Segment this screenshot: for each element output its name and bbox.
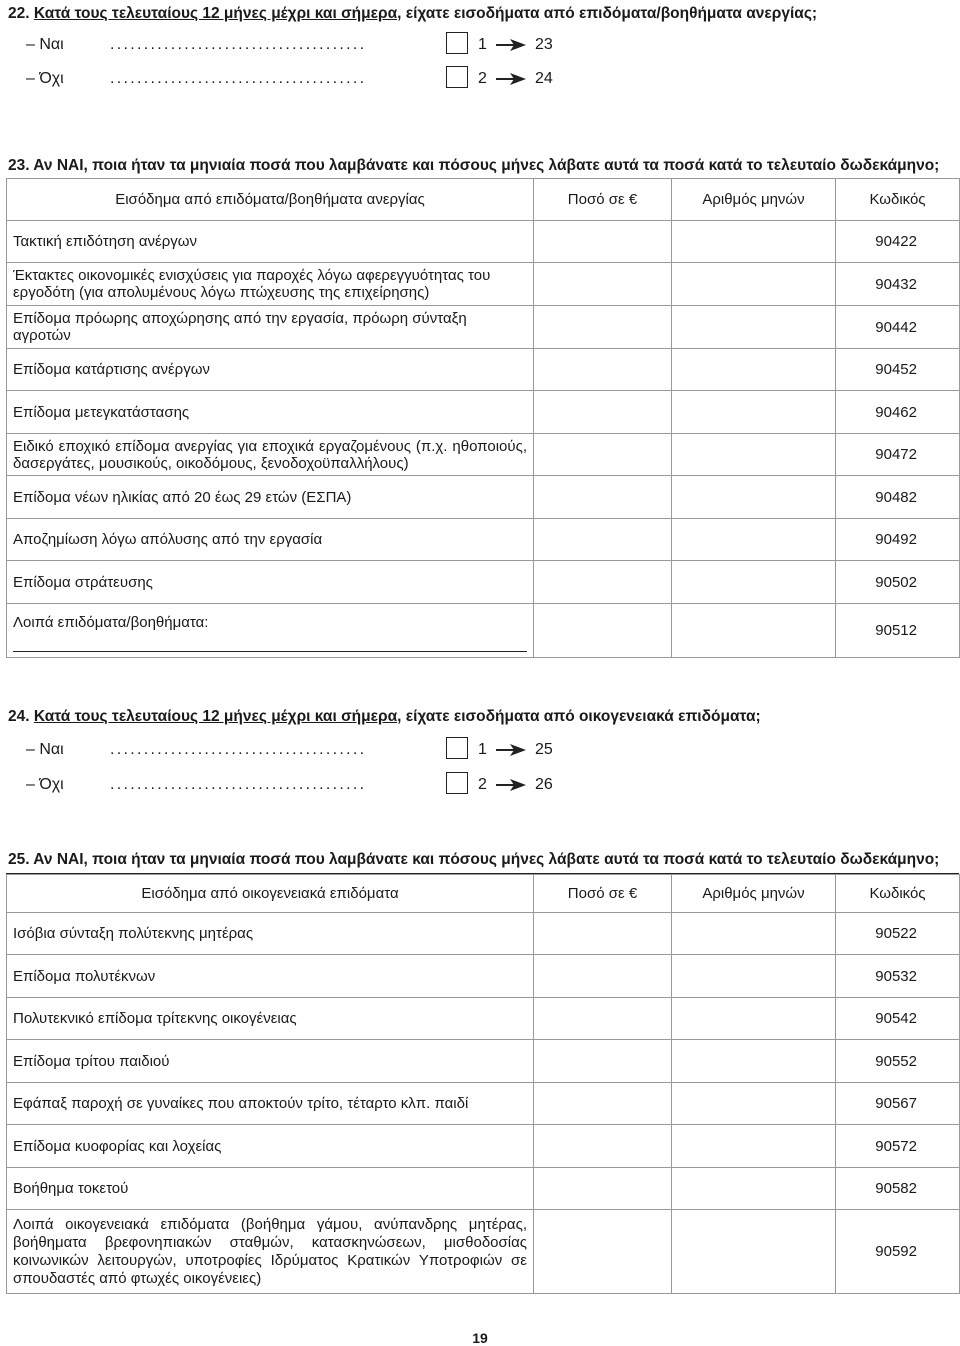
table-row bbox=[7, 263, 960, 306]
table-row bbox=[7, 561, 960, 604]
leader-dots: ...................................... bbox=[110, 741, 367, 758]
row-code: 90452 bbox=[836, 349, 960, 391]
amount-cell[interactable] bbox=[534, 561, 672, 604]
amount-cell[interactable] bbox=[534, 1168, 672, 1210]
row-label: Επίδομα πρόωρης αποχώρησης από την εργασία, πρόωρη σύνταξη αγροτών bbox=[7, 306, 534, 349]
table-row bbox=[7, 221, 960, 263]
table-row bbox=[7, 1040, 960, 1083]
amount-cell[interactable] bbox=[534, 519, 672, 561]
months-cell[interactable] bbox=[672, 476, 836, 519]
row-label: Επίδομα νέων ηλικίας από 20 έως 29 ετών (ΕΣΠΑ) bbox=[7, 476, 534, 519]
row-code: 90512 bbox=[836, 604, 960, 658]
months-cell[interactable] bbox=[672, 955, 836, 998]
leader-dots: ...................................... bbox=[110, 776, 367, 793]
arrow-right-icon bbox=[496, 73, 526, 85]
row-code: 90592 bbox=[836, 1210, 960, 1294]
row-code: 90432 bbox=[836, 263, 960, 306]
q22-title: 22. Κατά τους τελευταίους 12 μήνες μέχρι και σήμερα, είχατε εισοδήματα από επιδόματα/βοηθήματα ανεργίας; bbox=[8, 5, 818, 22]
row-label: Επίδομα μετεγκατάστασης bbox=[7, 391, 534, 434]
row-code: 90542 bbox=[836, 998, 960, 1040]
arrow-right-icon bbox=[496, 744, 526, 756]
option-code: 1 bbox=[478, 741, 487, 758]
arrow-right-icon bbox=[496, 39, 526, 51]
page-number: 19 bbox=[472, 1330, 488, 1346]
months-cell[interactable] bbox=[672, 306, 836, 349]
months-cell[interactable] bbox=[672, 604, 836, 658]
months-cell[interactable] bbox=[672, 1210, 836, 1294]
row-code: 90552 bbox=[836, 1040, 960, 1083]
amount-cell[interactable] bbox=[534, 391, 672, 434]
leader-dots: ...................................... bbox=[110, 36, 367, 53]
column-header: Εισόδημα από επιδόματα/βοηθήματα ανεργίας bbox=[7, 179, 534, 221]
table-row bbox=[7, 1168, 960, 1210]
amount-cell[interactable] bbox=[534, 1083, 672, 1125]
amount-cell[interactable] bbox=[534, 434, 672, 476]
q23-title: 23. Αν ΝΑΙ, ποια ήταν τα μηνιαία ποσά που λαμβάνατε και πόσους μήνες λάβατε αυτά τα ποσά κατά το τελευταίο δωδεκάμηνο; bbox=[8, 157, 940, 174]
q22-option-yes bbox=[26, 36, 586, 58]
months-cell[interactable] bbox=[672, 221, 836, 263]
amount-cell[interactable] bbox=[534, 913, 672, 955]
column-header: Κωδικός bbox=[836, 875, 960, 913]
checkbox[interactable] bbox=[446, 66, 468, 88]
row-code: 90462 bbox=[836, 391, 960, 434]
row-label: Έκτακτες οικονομικές ενισχύσεις για παροχές λόγω αφερεγγυότητας του εργοδότη (για απολυμένους λόγω πτώχευσης της επιχείρησης) bbox=[7, 263, 534, 306]
option-label: – Όχι bbox=[26, 70, 64, 87]
column-header: Κωδικός bbox=[836, 179, 960, 221]
amount-cell[interactable] bbox=[534, 1125, 672, 1168]
row-label: Εφάπαξ παροχή σε γυναίκες που αποκτούν τρίτο, τέταρτο κλπ. παιδί bbox=[7, 1083, 534, 1125]
table-row bbox=[7, 306, 960, 349]
option-code: 1 bbox=[478, 36, 487, 53]
row-label: Επίδομα κατάρτισης ανέργων bbox=[7, 349, 534, 391]
row-code: 90472 bbox=[836, 434, 960, 476]
leader-dots: ...................................... bbox=[110, 70, 367, 87]
table-row bbox=[7, 391, 960, 434]
q23-table bbox=[6, 178, 960, 658]
months-cell[interactable] bbox=[672, 263, 836, 306]
amount-cell[interactable] bbox=[534, 306, 672, 349]
table-row bbox=[7, 434, 960, 476]
row-code: 90442 bbox=[836, 306, 960, 349]
row-label: Ειδικό εποχικό επίδομα ανεργίας για εποχικά εργαζομένους (π.χ. ηθοποιούς, δασεργάτες, μουσικούς, οικοδόμους, ξενοδοχοϋπαλλήλους) bbox=[7, 434, 534, 476]
amount-cell[interactable] bbox=[534, 955, 672, 998]
months-cell[interactable] bbox=[672, 349, 836, 391]
option-label: – Ναι bbox=[26, 36, 64, 53]
months-cell[interactable] bbox=[672, 434, 836, 476]
amount-cell[interactable] bbox=[534, 221, 672, 263]
table-row bbox=[7, 604, 960, 658]
row-code: 90482 bbox=[836, 476, 960, 519]
row-label: Αποζημίωση λόγω απόλυσης από την εργασία bbox=[7, 519, 534, 561]
amount-cell[interactable] bbox=[534, 1210, 672, 1294]
months-cell[interactable] bbox=[672, 913, 836, 955]
months-cell[interactable] bbox=[672, 561, 836, 604]
goto-question: 25 bbox=[535, 741, 553, 758]
months-cell[interactable] bbox=[672, 519, 836, 561]
row-code: 90422 bbox=[836, 221, 960, 263]
row-label: Λοιπά επιδόματα/βοηθήματα: bbox=[13, 614, 209, 631]
amount-cell[interactable] bbox=[534, 349, 672, 391]
amount-cell[interactable] bbox=[534, 604, 672, 658]
table-row bbox=[7, 1083, 960, 1125]
goto-question: 26 bbox=[535, 776, 553, 793]
row-label: Τακτική επιδότηση ανέργων bbox=[7, 221, 534, 263]
amount-cell[interactable] bbox=[534, 1040, 672, 1083]
column-header: Αριθμός μηνών bbox=[672, 875, 836, 913]
goto-question: 24 bbox=[535, 70, 553, 87]
row-label: Ισόβια σύνταξη πολύτεκνης μητέρας bbox=[7, 913, 534, 955]
option-label: – Ναι bbox=[26, 741, 64, 758]
table-row bbox=[7, 349, 960, 391]
months-cell[interactable] bbox=[672, 998, 836, 1040]
table-row bbox=[7, 476, 960, 519]
other-specify-field[interactable] bbox=[13, 635, 527, 652]
row-code: 90572 bbox=[836, 1125, 960, 1168]
months-cell[interactable] bbox=[672, 1083, 836, 1125]
q22-option-no bbox=[26, 70, 586, 92]
row-code: 90492 bbox=[836, 519, 960, 561]
table-header-row bbox=[7, 875, 960, 913]
arrow-right-icon bbox=[496, 779, 526, 791]
table-row bbox=[7, 519, 960, 561]
row-code: 90582 bbox=[836, 1168, 960, 1210]
q25-title: 25. Αν ΝΑΙ, ποια ήταν τα μηνιαία ποσά που λαμβάνατε και πόσους μήνες λάβατε αυτά τα ποσά κατά το τελευταίο δωδεκάμηνο; bbox=[8, 851, 940, 868]
q24-option-no bbox=[26, 776, 586, 798]
table-row bbox=[7, 1210, 960, 1294]
amount-cell[interactable] bbox=[534, 263, 672, 306]
row-code: 90522 bbox=[836, 913, 960, 955]
amount-cell[interactable] bbox=[534, 998, 672, 1040]
table-row bbox=[7, 1125, 960, 1168]
column-header: Αριθμός μηνών bbox=[672, 179, 836, 221]
q24-title: 24. Κατά τους τελευταίους 12 μήνες μέχρι και σήμερα, είχατε εισοδήματα από οικογενειακά επιδόματα; bbox=[8, 708, 761, 725]
table-row bbox=[7, 998, 960, 1040]
row-label-other bbox=[7, 604, 534, 658]
q25-table bbox=[6, 874, 960, 1294]
row-label: Λοιπά οικογενειακά επιδόματα (βοήθημα γάμου, ανύπανδρης μητέρας, βοήθηματα βρεφονηπιακών σταθμών, κατασκηνώσεων, μισθοδοσίας κοινωνικών λειτουργών, υποτροφίες Ιδρύματος Κρατικών Υποτροφιών σε σπουδαστές από φτωχές οικογένειες) bbox=[7, 1210, 534, 1294]
q24-option-yes bbox=[26, 741, 586, 763]
amount-cell[interactable] bbox=[534, 476, 672, 519]
column-header: Εισόδημα από οικογενειακά επιδόματα bbox=[7, 875, 534, 913]
row-label: Επίδομα στράτευσης bbox=[7, 561, 534, 604]
table-header-row bbox=[7, 179, 960, 221]
months-cell[interactable] bbox=[672, 1040, 836, 1083]
column-header: Ποσό σε € bbox=[534, 875, 672, 913]
row-label: Βοήθημα τοκετού bbox=[7, 1168, 534, 1210]
option-label: – Όχι bbox=[26, 776, 64, 793]
row-label: Επίδομα κυοφορίας και λοχείας bbox=[7, 1125, 534, 1168]
row-code: 90567 bbox=[836, 1083, 960, 1125]
months-cell[interactable] bbox=[672, 1168, 836, 1210]
row-code: 90532 bbox=[836, 955, 960, 998]
table-row bbox=[7, 955, 960, 998]
row-label: Επίδομα τρίτου παιδιού bbox=[7, 1040, 534, 1083]
goto-question: 23 bbox=[535, 36, 553, 53]
column-header: Ποσό σε € bbox=[534, 179, 672, 221]
row-label: Πολυτεκνικό επίδομα τρίτεκνης οικογένειας bbox=[7, 998, 534, 1040]
option-code: 2 bbox=[478, 70, 487, 87]
checkbox[interactable] bbox=[446, 737, 468, 759]
months-cell[interactable] bbox=[672, 1125, 836, 1168]
checkbox[interactable] bbox=[446, 772, 468, 794]
row-code: 90502 bbox=[836, 561, 960, 604]
months-cell[interactable] bbox=[672, 391, 836, 434]
option-code: 2 bbox=[478, 776, 487, 793]
row-label: Επίδομα πολυτέκνων bbox=[7, 955, 534, 998]
table-row bbox=[7, 913, 960, 955]
checkbox[interactable] bbox=[446, 32, 468, 54]
